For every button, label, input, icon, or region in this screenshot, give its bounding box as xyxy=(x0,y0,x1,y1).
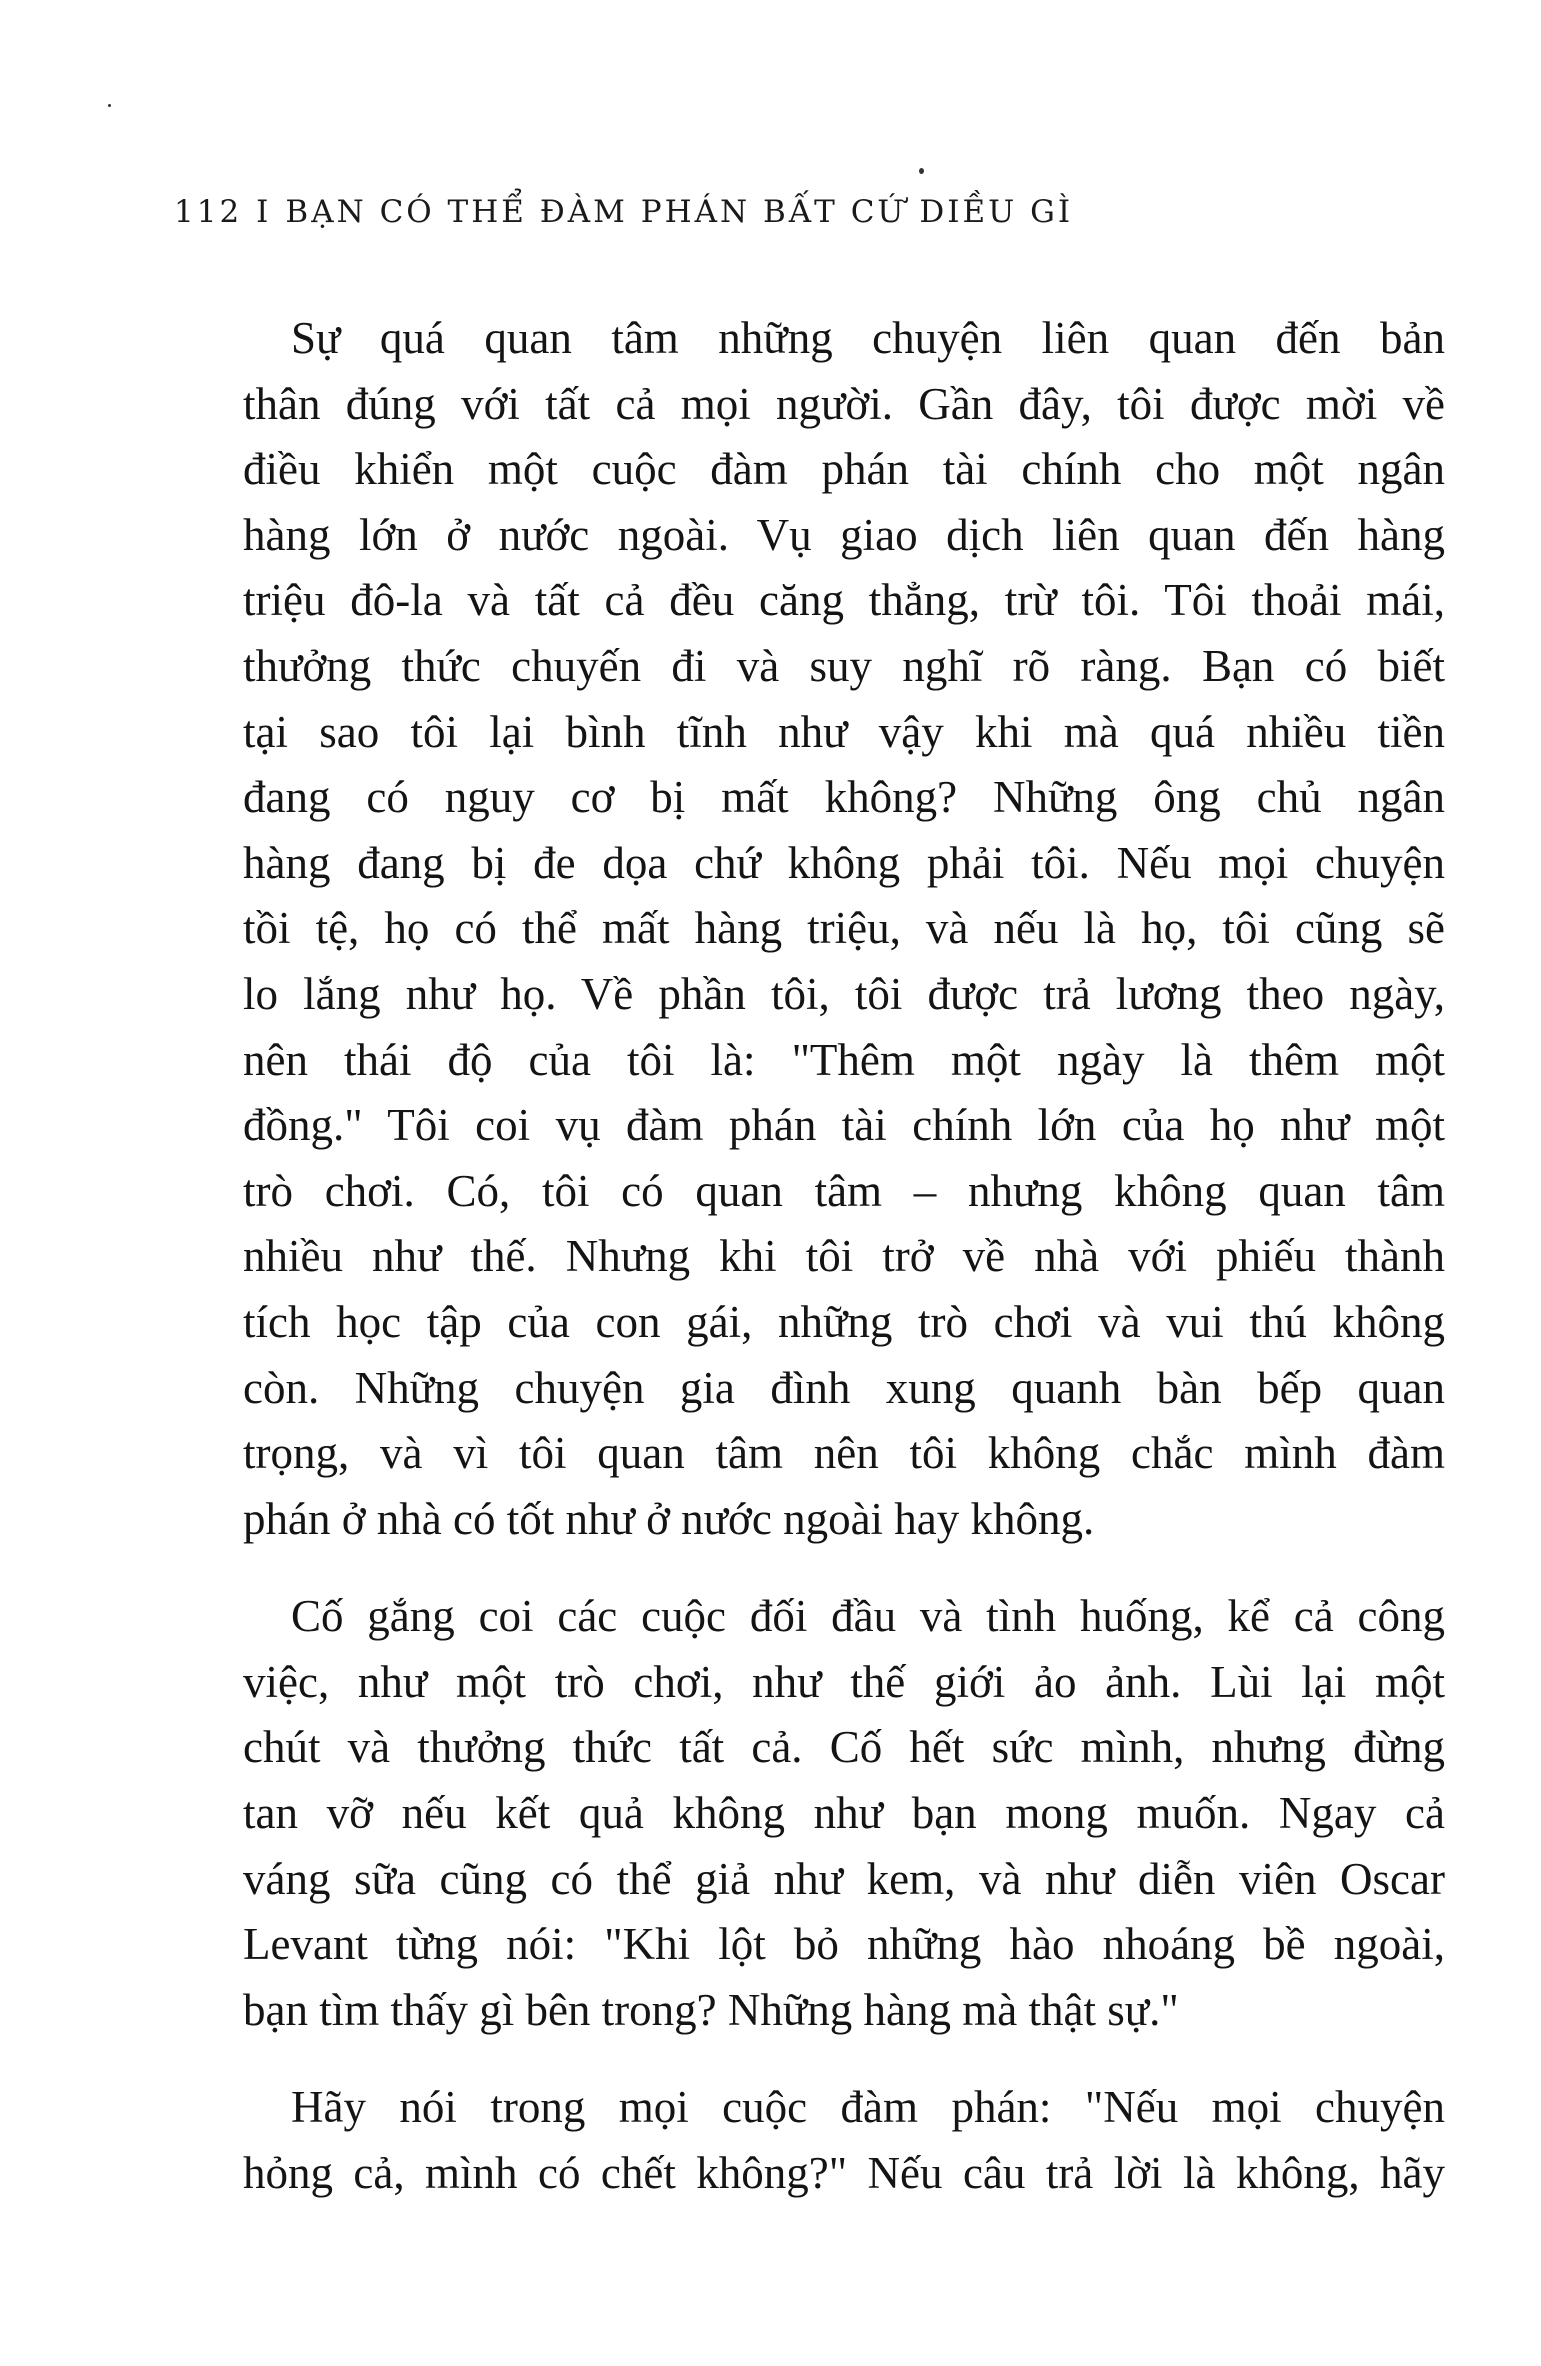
text-line: Sự quá quan tâm những chuyện liên quan đến bản xyxy=(291,313,1445,363)
running-header xyxy=(174,194,1073,230)
text-line: nhiều như thế. Nhưng khi tôi trở về nhà với phiếu thành xyxy=(243,1231,1445,1282)
text-line: thân đúng với tất cả mọi người. Gần đây, tôi được mời về xyxy=(243,378,1445,429)
text-line: phán ở nhà có tốt như ở nước ngoài hay không. xyxy=(243,1493,1095,1544)
text-line: chút và thưởng thức tất cả. Cố hết sức mình, nhưng đừng xyxy=(243,1722,1445,1773)
text-line: đang có nguy cơ bị mất không? Những ông chủ ngân xyxy=(243,772,1445,823)
text-line: đồng." Tôi coi vụ đàm phán tài chính lớn của họ như một xyxy=(243,1100,1445,1151)
text-line: bạn tìm thấy gì bên trong? Những hàng mà thật sự." xyxy=(243,1984,1179,2035)
book-title: BẠN CÓ THỂ ĐÀM PHÁN BẤT CỨ DIỀU GÌ xyxy=(285,194,1074,230)
text-line: tại sao tôi lại bình tĩnh như vậy khi mà quá nhiều tiền xyxy=(243,706,1445,757)
paragraph-2 xyxy=(195,1584,1445,2043)
text-line: Levant từng nói: "Khi lột bỏ những hào nhoáng bề ngoài, xyxy=(243,1919,1445,1970)
text-line: hàng lớn ở nước ngoài. Vụ giao dịch liên quan đến hàng xyxy=(243,509,1445,560)
text-line: lo lắng như họ. Về phần tôi, tôi được trả lương theo ngày, xyxy=(243,968,1445,1019)
text-line: thưởng thức chuyến đi và suy nghĩ rõ ràng. Bạn có biết xyxy=(243,640,1445,691)
text-line: hỏng cả, mình có chết không?" Nếu câu trả lời là không, hãy xyxy=(243,2148,1445,2199)
body-text xyxy=(195,306,1445,2207)
scan-speck xyxy=(108,104,111,107)
header-separator: I xyxy=(256,194,272,230)
text-line: tích học tập của con gái, những trò chơi và vui thú không xyxy=(243,1296,1445,1347)
paragraph-1 xyxy=(195,306,1445,1552)
text-line: trọng, và vì tôi quan tâm nên tôi không chắc mình đàm xyxy=(243,1428,1445,1479)
text-line: việc, như một trò chơi, như thế giới ảo ảnh. Lùi lại một xyxy=(243,1656,1445,1707)
text-line: Cố gắng coi các cuộc đối đầu và tình huống, kể cả công xyxy=(291,1591,1445,1642)
text-line: Hãy nói trong mọi cuộc đàm phán: "Nếu mọi chuyện xyxy=(291,2082,1445,2133)
paragraph-3 xyxy=(195,2075,1445,2206)
text-line: nên thái độ của tôi là: "Thêm một ngày là thêm một xyxy=(243,1034,1445,1085)
text-line: trò chơi. Có, tôi có quan tâm – nhưng không quan tâm xyxy=(243,1165,1445,1216)
text-line: triệu đô-la và tất cả đều căng thẳng, trừ tôi. Tôi thoải mái, xyxy=(243,575,1445,626)
text-line: tồi tệ, họ có thể mất hàng triệu, và nếu là họ, tôi cũng sẽ xyxy=(243,903,1445,954)
text-line: hàng đang bị đe dọa chứ không phải tôi. Nếu mọi chuyện xyxy=(243,837,1445,888)
scan-speck xyxy=(919,168,924,174)
text-line: còn. Những chuyện gia đình xung quanh bàn bếp quan xyxy=(243,1362,1445,1413)
text-line: tan vỡ nếu kết quả không như bạn mong muốn. Ngay cả xyxy=(243,1788,1445,1839)
text-line: váng sữa cũng có thể giả như kem, và như diễn viên Oscar xyxy=(243,1853,1445,1904)
page-number: 112 xyxy=(174,194,243,230)
text-line: điều khiển một cuộc đàm phán tài chính cho một ngân xyxy=(243,444,1445,495)
